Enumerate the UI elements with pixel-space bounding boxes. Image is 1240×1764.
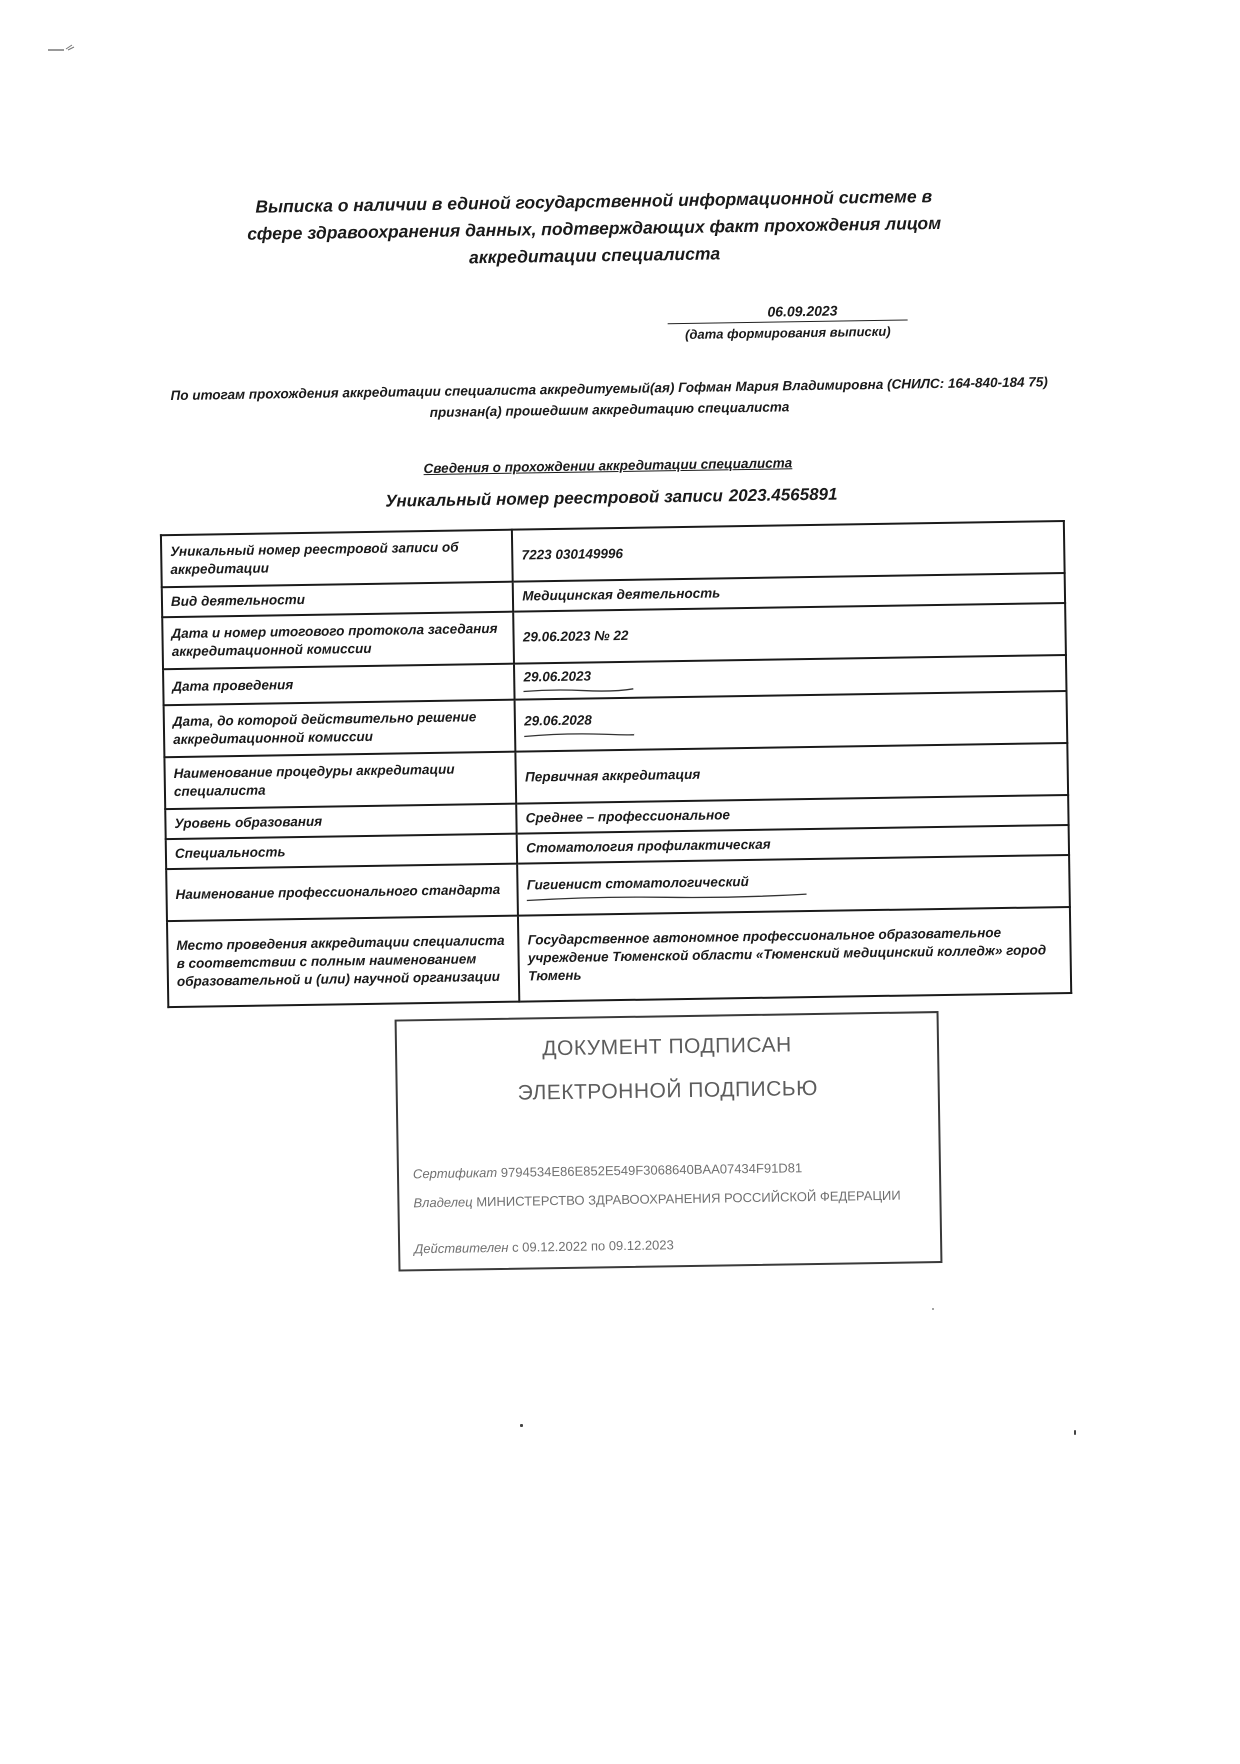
row-label: Уровень образования (165, 804, 517, 840)
stamp-heading-line1: ДОКУМЕНТ ПОДПИСАН (542, 1033, 792, 1061)
row-label: Вид деятельности (162, 582, 514, 618)
row-label: Место проведения аккредитации специалиста в соответствии с полным наименованием образовательной и (или) научной организации (167, 916, 520, 1008)
row-label: Дата проведения (163, 664, 515, 706)
stamp-owner-label: Владелец (413, 1194, 473, 1211)
stamp-validity (414, 1231, 914, 1259)
registry-number-label: Уникальный номер реестровой записи (385, 486, 723, 511)
row-value: 29.06.2028 (524, 712, 592, 729)
row-value: 7223 030149996 (512, 521, 1064, 582)
pen-underline-icon (527, 892, 807, 902)
row-label: Специальность (166, 834, 518, 870)
formation-date: 06.09.2023 (667, 301, 907, 324)
formation-date-caption: (дата формирования выписки) (684, 323, 891, 342)
pen-underline-icon (524, 731, 634, 739)
row-value: Государственное автономное профессиональное образовательное учреждение Тюменской области «Тюменский медицинский колледж» город Тюмень (518, 907, 1071, 1002)
intro-paragraph: По итогам прохождения аккредитации специалиста аккредитуемый(ая) Гофман Мария Владимировна (СНИЛС: 164-840-184 75) признан(а) прошедшим аккредитацию специалиста (170, 374, 1048, 420)
row-value: 29.06.2023 № 22 (513, 603, 1065, 664)
row-value-with-underline (517, 855, 1069, 916)
scan-speck (1074, 1430, 1076, 1435)
row-value: Медицинская деятельность (513, 573, 1065, 612)
formation-date-block (667, 301, 908, 342)
stamp-certificate (413, 1156, 913, 1184)
electronic-signature-stamp (395, 1011, 943, 1272)
row-label: Дата, до которой действительно решение аккредитационной комиссии (164, 700, 516, 758)
row-label: Уникальный номер реестровой записи об аккредитации (161, 530, 513, 588)
pen-underline-icon (524, 687, 634, 695)
row-value: 29.06.2023 (523, 668, 592, 685)
stamp-owner (413, 1185, 913, 1213)
row-label: Наименование профессионального стандарта (166, 864, 518, 922)
row-label: Наименование процедуры аккредитации специалиста (164, 752, 516, 810)
stamp-heading-line2: ЭЛЕКТРОННОЙ ПОДПИСЬЮ (517, 1076, 819, 1105)
stamp-certificate-value: 9794534E86E852E549F3068640BAA07434F91D81 (500, 1160, 803, 1180)
row-value: Стоматология профилактическая (517, 825, 1069, 864)
document-title: Выписка о наличии в единой государственной информационной системе в сфере здравоохранения данных, подтверждающих факт прохождения лицом аккредитации специалиста (247, 186, 942, 268)
stamp-owner-value: МИНИСТЕРСТВО ЗДРАВООХРАНЕНИЯ РОССИЙСКОЙ ФЕДЕРАЦИИ (476, 1187, 901, 1210)
registry-number-value: 2023.4565891 (728, 484, 838, 506)
stamp-validity-label: Действителен (414, 1239, 509, 1257)
row-label: Дата и номер итогового протокола заседания аккредитационной комиссии (162, 612, 514, 670)
scan-speck (520, 1424, 523, 1427)
accreditation-table (160, 520, 1072, 1008)
stamp-validity-value: с 09.12.2022 по 09.12.2023 (511, 1237, 674, 1255)
table-row (167, 907, 1071, 1007)
row-value: Среднее – профессиональное (517, 795, 1069, 834)
row-value: Первичная аккредитация (516, 743, 1068, 804)
section-heading: Сведения о прохождении аккредитации специалиста (423, 455, 793, 477)
registry-number-line (278, 483, 938, 513)
row-value-with-underline (515, 691, 1067, 752)
scan-speck (932, 1308, 934, 1310)
row-value: Гигиенист стоматологический (526, 874, 749, 893)
stamp-certificate-label: Сертификат (412, 1165, 498, 1182)
